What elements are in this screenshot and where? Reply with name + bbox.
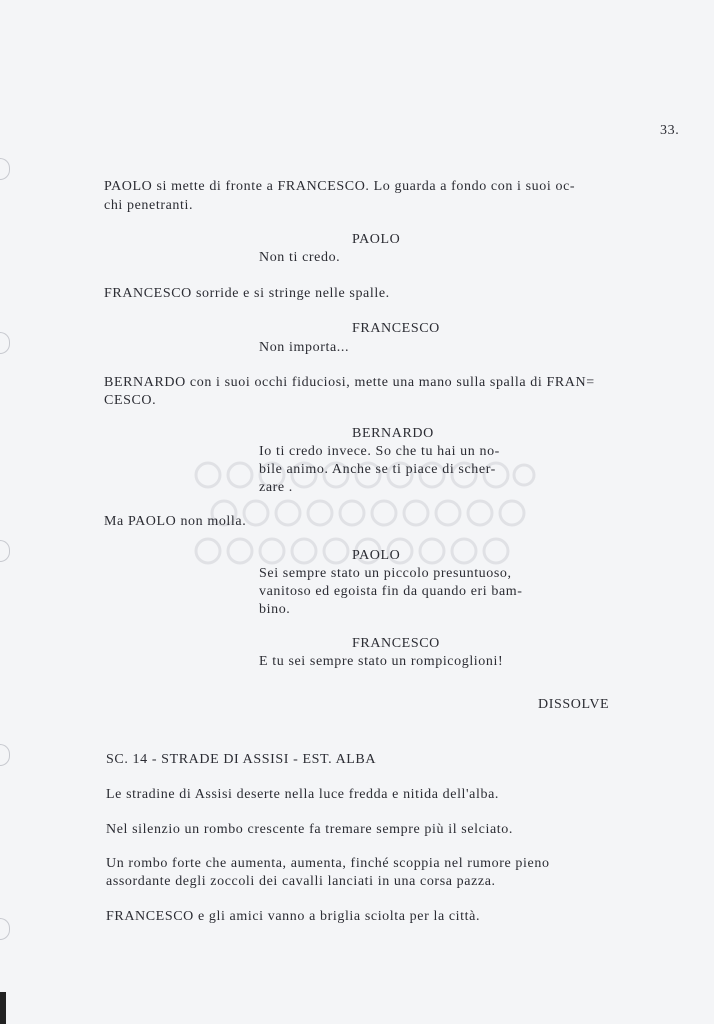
character-name: FRANCESCO bbox=[352, 636, 440, 651]
dialogue-line: zare . bbox=[259, 480, 293, 495]
action-line: FRANCESCO sorride e si stringe nelle spalle. bbox=[104, 286, 390, 301]
punch-hole bbox=[0, 540, 10, 562]
action-line: Ma PAOLO non molla. bbox=[104, 514, 247, 529]
action-line: PAOLO si mette di fronte a FRANCESCO. Lo guarda a fondo con i suoi oc- bbox=[104, 179, 576, 194]
action-line: chi penetranti. bbox=[104, 198, 194, 213]
action-line: BERNARDO con i suoi occhi fiduciosi, mette una mano sulla spalla di FRAN= bbox=[104, 375, 595, 390]
dialogue-line: Io ti credo invece. So che tu hai un no- bbox=[259, 444, 500, 459]
character-name: BERNARDO bbox=[352, 426, 434, 441]
action-line: FRANCESCO e gli amici vanno a briglia sciolta per la città. bbox=[106, 909, 481, 924]
action-line: assordante degli zoccoli dei cavalli lanciati in una corsa pazza. bbox=[106, 874, 496, 889]
character-name: PAOLO bbox=[352, 232, 401, 247]
action-line: Le stradine di Assisi deserte nella luce fredda e nitida dell'alba. bbox=[106, 787, 499, 802]
punch-hole bbox=[0, 158, 10, 180]
character-name: PAOLO bbox=[352, 548, 401, 563]
page-edge-mark bbox=[0, 992, 6, 1024]
punch-hole bbox=[0, 332, 10, 354]
action-line: Nel silenzio un rombo crescente fa tremare sempre più il selciato. bbox=[106, 822, 513, 837]
dialogue-line: bino. bbox=[259, 602, 291, 617]
action-line: CESCO. bbox=[104, 393, 157, 408]
dialogue-line: bile animo. Anche se ti piace di scher- bbox=[259, 462, 496, 477]
character-name: FRANCESCO bbox=[352, 321, 440, 336]
punch-hole bbox=[0, 744, 10, 766]
transition: DISSOLVE bbox=[538, 697, 610, 712]
dialogue-line: Non ti credo. bbox=[259, 250, 341, 265]
action-line: Un rombo forte che aumenta, aumenta, finché scoppia nel rumore pieno bbox=[106, 856, 550, 871]
dialogue-line: Sei sempre stato un piccolo presuntuoso, bbox=[259, 566, 512, 581]
dialogue-line: vanitoso ed egoista fin da quando eri bam- bbox=[259, 584, 523, 599]
punch-hole bbox=[0, 918, 10, 940]
page-number: 33. bbox=[660, 123, 680, 138]
dialogue-line: E tu sei sempre stato un rompicoglioni! bbox=[259, 654, 504, 669]
scene-heading: SC. 14 - STRADE DI ASSISI - EST. ALBA bbox=[106, 752, 377, 767]
dialogue-line: Non importa... bbox=[259, 340, 350, 355]
